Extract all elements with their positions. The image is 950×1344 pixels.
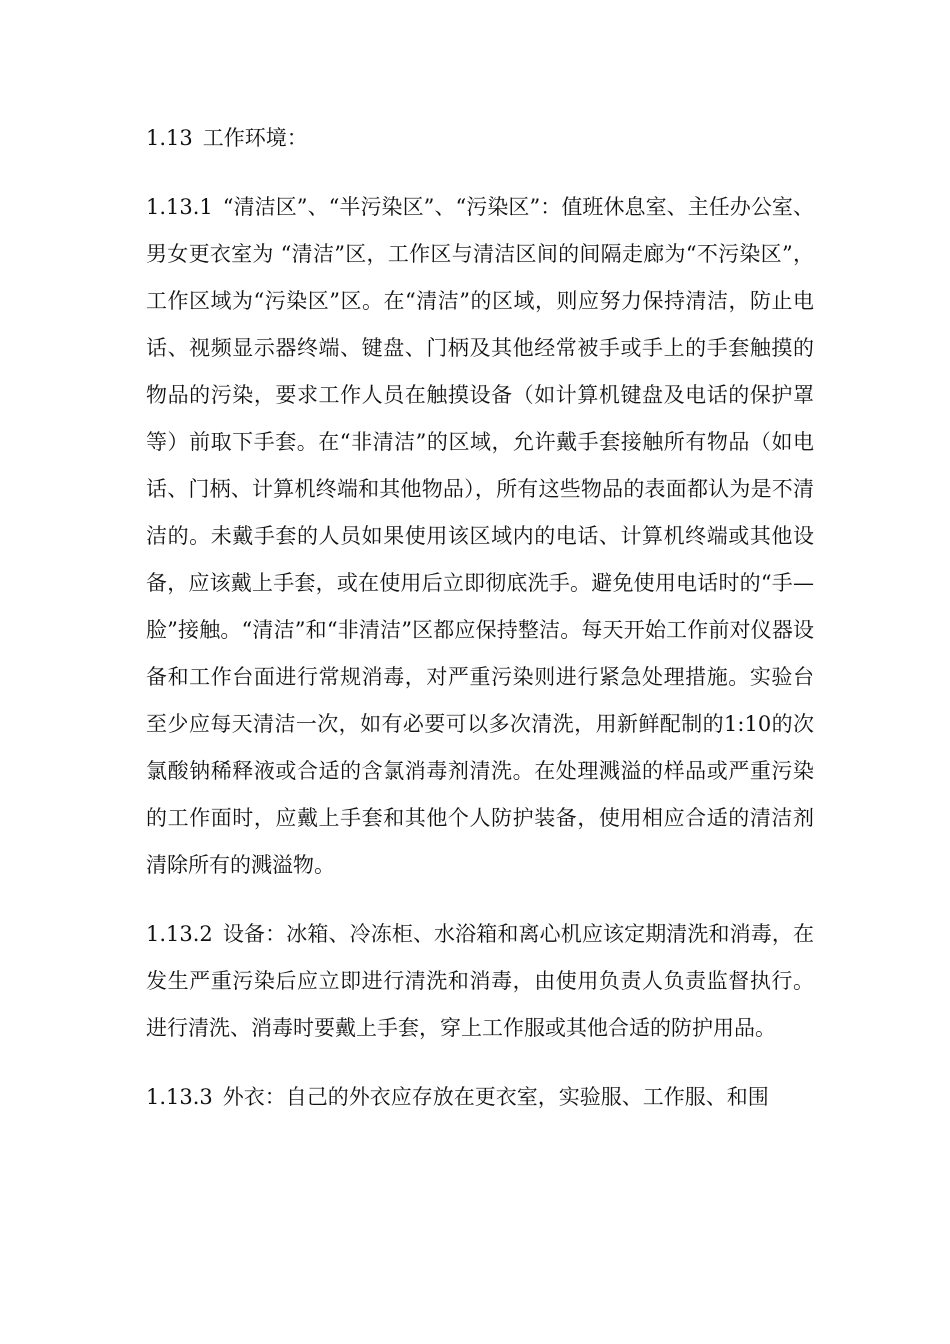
paragraph-number: 1.13.1 bbox=[146, 195, 213, 219]
paragraph-number: 1.13.2 bbox=[146, 922, 213, 946]
section-number: 1.13 bbox=[146, 126, 193, 150]
paragraph-text: “清洁区”、“半污染区”、“污染区”：值班休息室、主任办公室、男女更衣室为 “清洁”区，工作区与清洁区间的间隔走廊为“不污染区”，工作区域为“污染区”区。在“清洁”的区域，则应努力保持清洁，防止电话、视频显示器终端、键盘、门柄及其他经常被手或手上的手套触摸的物品的污染，要求工作人员在触摸设备（如计算机键盘及电话的保护罩等）前取下手套。在“非清洁”的区域，允许戴手套接触所有物品（如电话、门柄、计算机终端和其他物品），所有这些物品的表面都认为是不清洁的。未戴手套的人员如果使用该区域内的电话、计算机终端或其他设备，应该戴上手套，或在使用后立即彻底洗手。避免使用电话时的“手—脸”接触。“清洁”和“非清洁”区都应保持整洁。每天开始工作前对仪器设备和工作台面进行常规消毒，对严重污染则进行紧急处理措施。实验台至少应每天清洁一次，如有必要可以多次清洗，用新鲜配制的1:10的次氯酸钠稀释液或合适的含氯消毒剂清洗。在处理溅溢的样品或严重污染的工作面时，应戴上手套和其他个人防护装备，使用相应合适的清洁剂清除所有的溅溢物。 bbox=[146, 195, 814, 877]
paragraph-text: 外衣：自己的外衣应存放在更衣室，实验服、工作服、和围 bbox=[222, 1085, 769, 1109]
paragraph-text: 设备：冰箱、冷冻柜、水浴箱和离心机应该定期清洗和消毒，在发生严重污染后应立即进行清洗和消毒，由使用负责人负责监督执行。进行清洗、消毒时要戴上手套，穿上工作服或其他合适的防护用品。 bbox=[146, 922, 814, 1040]
paragraph-1-13-1 bbox=[146, 184, 814, 889]
section-title: 工作环境： bbox=[202, 126, 308, 150]
paragraph-1-13-2 bbox=[146, 911, 814, 1052]
document-body bbox=[146, 114, 814, 1143]
paragraph-number: 1.13.3 bbox=[146, 1085, 213, 1109]
paragraph-1-13-3 bbox=[146, 1074, 814, 1121]
section-heading bbox=[146, 114, 814, 162]
